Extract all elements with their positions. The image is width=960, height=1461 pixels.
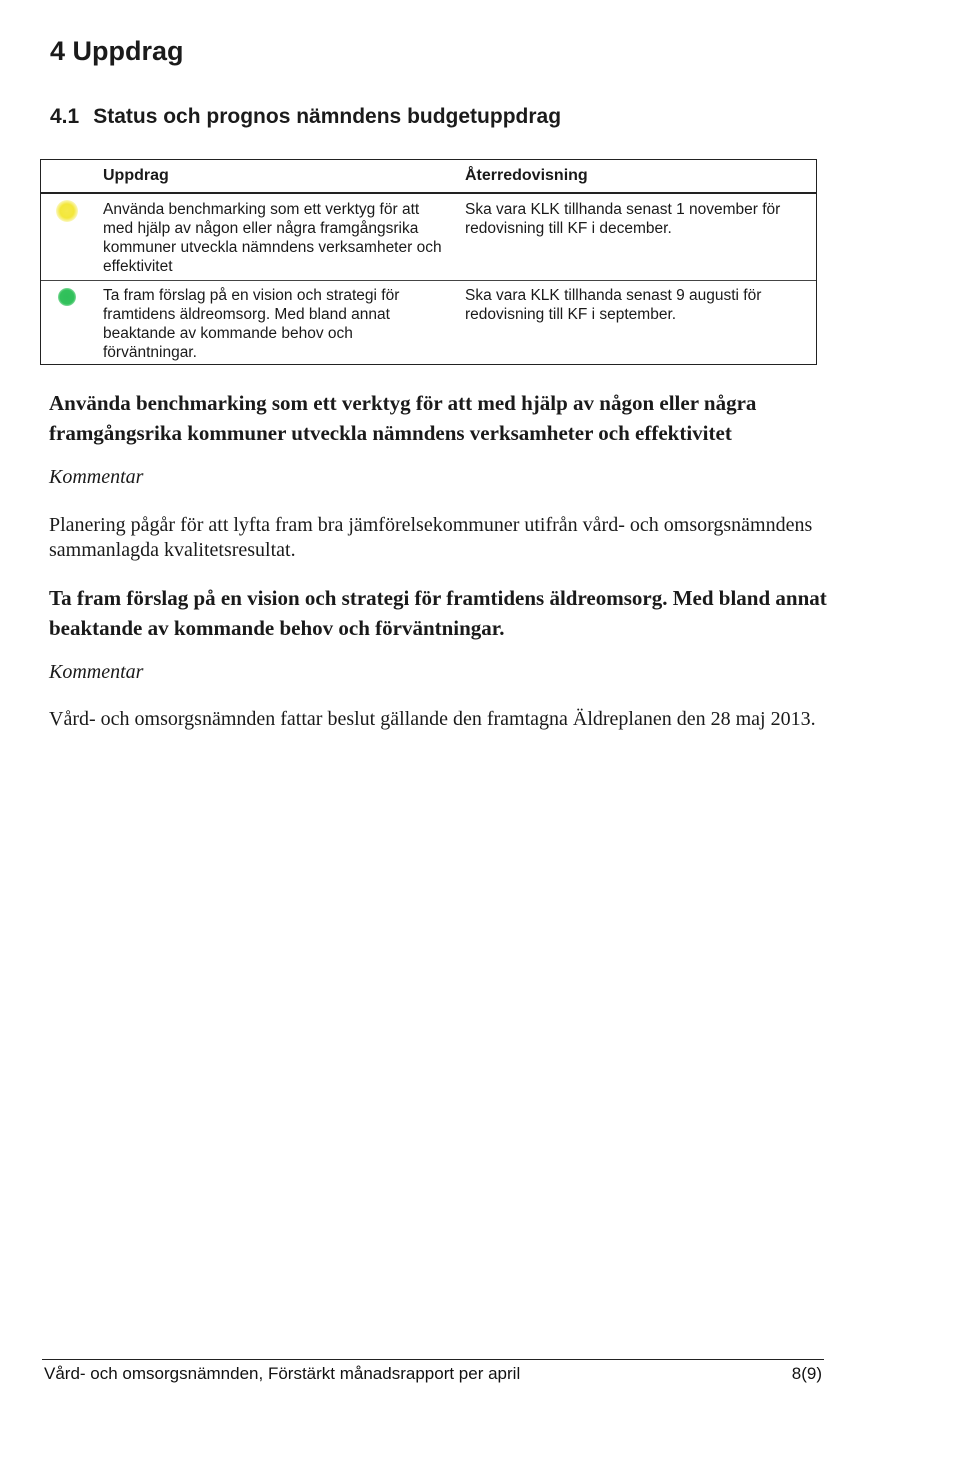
section-title: Status och prognos nämndens budgetuppdrag [93,105,562,128]
comment-text: Planering pågår för att lyfta fram bra jämförelsekommuner utifrån vård- och omsorgsnämndens sammanlagda kvalitetsresultat. [49,514,813,561]
budget-assignments-table [40,159,817,365]
comment-label: Kommentar [49,466,144,488]
section-number: 4.1 [50,105,80,128]
footer-title: Vård- och omsorgsnämnden, Förstärkt månadsrapport per april [44,1364,521,1383]
task-cell: Ta fram förslag på en vision och strategi för framtidens äldreomsorg. Med bland annat beaktande av kommande behov och förväntningar. [103,287,400,361]
footer-divider [42,1359,824,1360]
task-cell: Använda benchmarking som ett verktyg för att med hjälp av någon eller några framgångsrika kommuner utveckla nämndens verksamheter och effektivitet [103,201,442,275]
section-heading [50,105,561,129]
assignment-title: Använda benchmarking som ett verktyg för att med hjälp av någon eller några framgångsrika kommuner utveckla nämndens verksamheter och effektivitet [49,391,757,445]
page-number: 8(9) [791,1364,822,1383]
table-row [41,284,816,364]
report-cell: Ska vara KLK tillhanda senast 9 augusti för redovisning till KF i september. [465,287,762,323]
comment-text: Vård- och omsorgsnämnden fattar beslut gällande den framtagna Äldreplanen den 28 maj 2013. [49,708,816,730]
table-header [41,160,816,194]
assignment-title: Ta fram förslag på en vision och strategi för framtidens äldreomsorg. Med bland annat beaktande av kommande behov och förväntningar. [49,586,827,640]
report-cell: Ska vara KLK tillhanda senast 1 november för redovisning till KF i december. [465,201,781,237]
table-row [41,198,816,281]
chapter-heading: 4 Uppdrag [50,36,184,66]
column-header-task: Uppdrag [103,167,169,184]
status-yellow-icon [56,200,78,222]
status-green-icon [58,288,76,306]
comment-label: Kommentar [49,661,144,683]
column-header-report: Återredovisning [465,167,588,184]
